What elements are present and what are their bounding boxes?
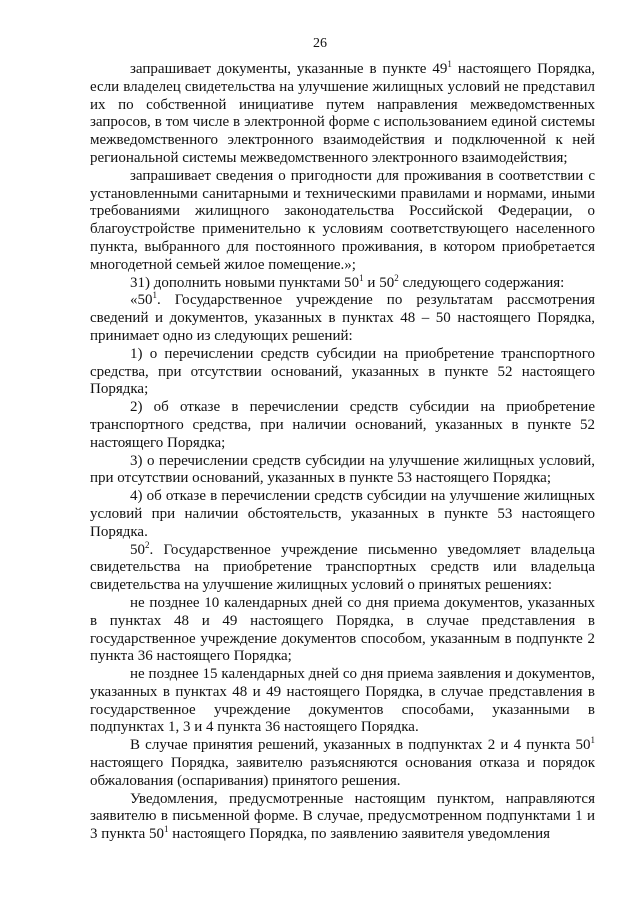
text-run: настоящего Порядка, по заявлению заявителя уведомления: [168, 826, 551, 843]
text-run: запрашивает сведения о пригодности для проживания в соответствии с установленными санитарными и техническими правилами и нормами, иными требованиями жилищного законодательства Российской Федерации, о благоустройстве применительно к условиям соответствующего населенного пункта, выбранного для постоянного проживания, в котором приобретается многодетной семьей жилое помещение.»;: [90, 167, 595, 273]
text-run: В случае принятия решений, указанных в подпунктах 2 и 4 пункта 50: [130, 737, 591, 754]
paragraph: [90, 595, 595, 666]
text-run: 2) об отказе в перечислении средств субсидии на приобретение транспортного средства, при наличии оснований, указанных в пункте 52 настоящего Порядка;: [90, 399, 595, 451]
text-run: не позднее 15 календарных дней со дня приема заявления и документов, указанных в пунктах 48 и 49 настоящего Порядка, в случае представления в государственное учреждение документов способами, указанными в подпунктах 1, 3 и 4 пункта 36 настоящего Порядка.: [90, 666, 595, 736]
paragraph: [90, 346, 595, 399]
paragraph: [90, 666, 595, 737]
paragraph: [90, 488, 595, 541]
superscript: 1: [164, 824, 169, 835]
superscript: 2: [394, 272, 399, 283]
text-run: настоящего Порядка, заявителю разъясняются основания отказа и порядок обжалования (оспаривания) принятого решения.: [90, 755, 595, 789]
text-run: 50: [130, 541, 145, 558]
superscript: 2: [145, 539, 150, 550]
text-run: «50: [130, 292, 153, 309]
paragraph: [90, 272, 595, 293]
text-run: и 50: [363, 274, 395, 291]
paragraph: [90, 539, 595, 595]
paragraph: [90, 737, 595, 790]
paragraph: [90, 292, 595, 345]
text-run: запрашивает документы, указанные в пункте 49: [130, 61, 448, 77]
superscript: 1: [152, 290, 157, 301]
text-run: настоящего Порядка, если владелец свидетельства на улучшение жилищных условий не представил их по собственной инициативе путем направления межведомственных запросов, в том числе в электронной форме с использованием единой системы межведомственного электронного взаимодействия и подключенной к ней региональной системы межведомственного электронного взаимодействия;: [90, 61, 595, 166]
page-number: 26: [313, 36, 327, 51]
superscript: 1: [590, 735, 595, 746]
text-run: . Государственное учреждение по результатам рассмотрения сведений и документов, указанных в пунктах 48 – 50 настоящего Порядка, принимает одно из следующих решений:: [90, 292, 595, 344]
text-run: Уведомления, предусмотренные настоящим пунктом, направляются заявителю в письменной форме. В случае, предусмотренном подпунктами 1 и 3 пункта 50: [90, 790, 595, 843]
text-run: следующего содержания:: [398, 274, 565, 291]
text-run: 31) дополнить новыми пунктами 50: [130, 274, 360, 291]
superscript: 1: [447, 59, 452, 69]
document-body: [90, 61, 595, 844]
text-run: 3) о перечислении средств субсидии на улучшение жилищных условий, при отсутствии оснований, указанных в пункте 53 настоящего Порядка;: [90, 452, 595, 487]
paragraph: [90, 399, 595, 452]
paragraph: [90, 791, 595, 844]
superscript: 1: [359, 272, 364, 283]
text-run: 4) об отказе в перечислении средств субсидии на улучшение жилищных условий при наличии обстоятельств, указанных в пункте 53 настоящего Порядка.: [90, 488, 595, 540]
text-run: . Государственное учреждение письменно уведомляет владельца свидетельства на приобретение транспортных средств или владельца свидетельства на улучшение жилищных условий о принятых решениях:: [90, 541, 595, 594]
text-run: не позднее 10 календарных дней со дня приема документов, указанных в пунктах 48 и 49 настоящего Порядка, в случае представления в государственное учреждение документов способом, указанным в подпункте 2 пункта 36 настоящего Порядка;: [90, 594, 595, 665]
paragraph: [90, 61, 595, 168]
text-run: 1) о перечислении средств субсидии на приобретение транспортного средства, при отсутствии оснований, указанных в пункте 52 настоящего Порядка;: [90, 345, 595, 398]
paragraph: [90, 453, 595, 489]
paragraph: [90, 168, 595, 275]
